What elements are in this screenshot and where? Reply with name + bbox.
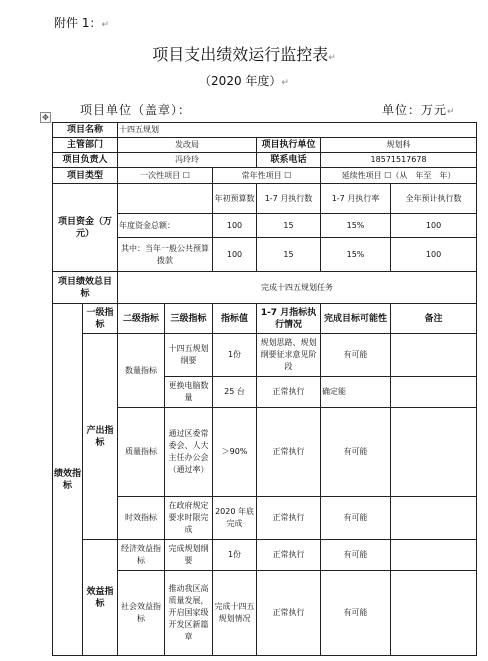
table-move-handle-icon[interactable]: ✥ <box>40 112 51 123</box>
performance-table <box>52 122 477 656</box>
perf-status: 规划思路、规划纲要征求意见阶段 <box>257 334 321 377</box>
funds-row-name: 其中：当年一般公共预算拨款 <box>118 238 213 272</box>
perf-header-l3: 三级指标 <box>165 304 213 334</box>
perf-possible: 有可能 <box>321 334 391 377</box>
benefit-indicator-label: 效益指标 <box>83 540 118 656</box>
perf-value: ＞90% <box>213 408 257 497</box>
funds-col-exec-num: 1-7 月执行数 <box>257 184 321 214</box>
owner-row <box>53 153 477 168</box>
perf-note <box>391 571 477 656</box>
perf-header-l1: 一级指标 <box>83 304 118 334</box>
perf-header-possible: 完成目标可能性 <box>321 304 391 334</box>
perf-l3: 通过区委常委会、人大主任办公会（通过率） <box>165 408 213 497</box>
perf-header-row <box>53 304 477 334</box>
perf-section-label: 绩效指标 <box>53 304 83 656</box>
goal-label: 项目绩效总目标 <box>53 272 118 304</box>
perf-note <box>391 377 477 408</box>
perf-header-value: 指标值 <box>213 304 257 334</box>
funds-row-exec: 15 <box>257 214 321 238</box>
perf-note <box>391 540 477 571</box>
exec-unit-value: 规划科 <box>321 138 477 153</box>
project-name-value: 十四五规划 <box>118 123 477 138</box>
perf-value: 完成十四五规划情况 <box>213 571 257 656</box>
phone-value: 18571517678 <box>321 153 477 168</box>
output-indicator-label: 产出指标 <box>83 334 118 540</box>
funds-row-name: 年度资金总额： <box>118 214 213 238</box>
funds-label: 项目资金（万元） <box>53 184 118 272</box>
perf-status: 正常执行 <box>257 571 321 656</box>
phone-label: 联系电话 <box>257 153 321 168</box>
project-type-row <box>53 168 477 184</box>
funds-header-row <box>53 184 477 214</box>
perf-value: 1份 <box>213 540 257 571</box>
perf-row <box>53 334 477 377</box>
funds-row-forecast: 100 <box>391 214 477 238</box>
perf-value: 1份 <box>213 334 257 377</box>
funds-row-forecast: 100 <box>391 238 477 272</box>
economic-indicator-label: 经济效益指标 <box>118 540 165 571</box>
project-unit-label: 项目单位（盖章）： <box>80 103 192 117</box>
goal-row <box>53 272 477 304</box>
type-recurring: 常年性项目 ☐ <box>213 168 321 184</box>
type-extended: 延续性项目 ☐（从 年至 年） <box>321 168 477 184</box>
perf-note <box>391 408 477 497</box>
perf-l3: 在政府规定要求时限完成 <box>165 497 213 540</box>
funds-blank-cell <box>118 184 213 214</box>
funds-col-exec-rate: 1-7 月执行率 <box>321 184 391 214</box>
project-type-label: 项目类型 <box>53 168 118 184</box>
perf-value: 25 台 <box>213 377 257 408</box>
perf-status: 正常执行 <box>257 408 321 497</box>
funds-row-exec: 15 <box>257 238 321 272</box>
funds-col-budget: 年初预算数 <box>213 184 257 214</box>
type-one-time: 一次性项目 ☐ <box>118 168 213 184</box>
project-name-row <box>53 123 477 138</box>
perf-header-l2: 二级指标 <box>118 304 165 334</box>
perf-header-status: 1-7 月指标执行情况 <box>257 304 321 334</box>
perf-status: 正常执行 <box>257 377 321 408</box>
funds-col-forecast: 全年预计执行数 <box>391 184 477 214</box>
project-name-label: 项目名称 <box>53 123 118 138</box>
perf-value: 2020 年底完成 <box>213 497 257 540</box>
timeliness-indicator-label: 时效指标 <box>118 497 165 540</box>
social-indicator-label: 社会效益指标 <box>118 571 165 656</box>
perf-header-note: 备注 <box>391 304 477 334</box>
perf-note <box>391 334 477 377</box>
quality-indicator-label: 质量指标 <box>118 408 165 497</box>
perf-possible: 有可能 <box>321 540 391 571</box>
department-label: 主管部门 <box>53 138 118 153</box>
department-row <box>53 138 477 153</box>
funds-row-rate: 15% <box>321 214 391 238</box>
perf-note <box>391 497 477 540</box>
perf-l3: 更换电脑数量 <box>165 377 213 408</box>
exec-unit-label: 项目执行单位 <box>257 138 321 153</box>
perf-possible: 有可能 <box>321 408 391 497</box>
perf-possible: 确定能 <box>321 377 391 408</box>
funds-row-rate: 15% <box>321 238 391 272</box>
funds-row-budget: 100 <box>213 238 257 272</box>
department-value: 发改局 <box>118 138 257 153</box>
perf-possible: 有可能 <box>321 497 391 540</box>
perf-status: 正常执行 <box>257 497 321 540</box>
owner-label: 项目负责人 <box>53 153 118 168</box>
quantity-indicator-label: 数量指标 <box>118 334 165 408</box>
funds-row-budget: 100 <box>213 214 257 238</box>
attachment-label: 附件 1：↵ <box>54 16 109 30</box>
document-year: （2020 年度）↵ <box>199 74 289 88</box>
perf-l3: 十四五规划纲要 <box>165 334 213 377</box>
perf-l3: 完成规划纲要 <box>165 540 213 571</box>
document-title: 项目支出绩效运行监控表↵ <box>152 45 336 64</box>
perf-row <box>53 540 477 571</box>
perf-possible: 有可能 <box>321 571 391 656</box>
perf-l3: 推动我区高质量发展，开启国家级开发区新篇章 <box>165 571 213 656</box>
currency-unit-label: 单位：万元↵ <box>382 103 456 117</box>
goal-value: 完成十四五规划任务 <box>118 272 477 304</box>
owner-value: 冯玲玲 <box>118 153 257 168</box>
perf-status: 正常执行 <box>257 540 321 571</box>
